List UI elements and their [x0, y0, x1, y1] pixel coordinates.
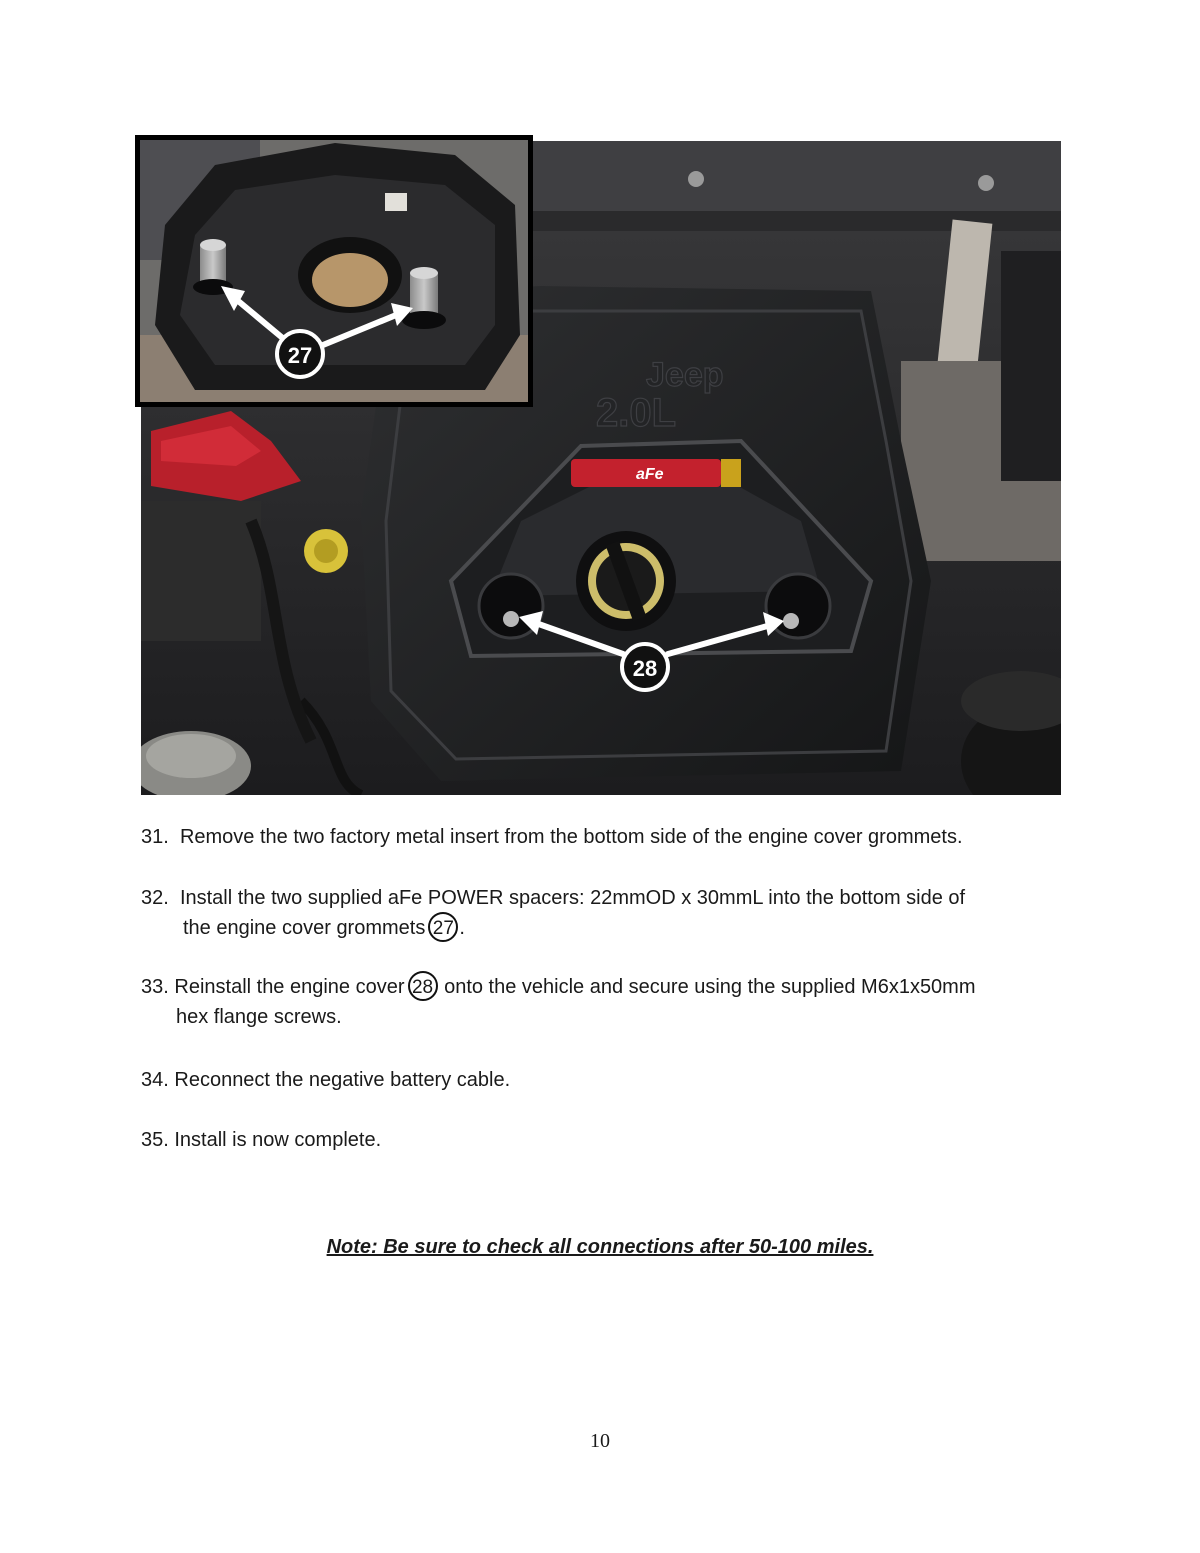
callout-27-ref: 27 [428, 912, 458, 942]
step-31 [141, 822, 1061, 852]
step-text-end: hex flange screws. [176, 1006, 342, 1028]
step-text-continued: the engine cover grommets [183, 917, 426, 939]
step-33 [141, 972, 1061, 1032]
step-number: 31. [141, 826, 169, 848]
step-text: Install the two supplied aFe POWER spacers: 22mmOD x 30mmL into the bottom side of [179, 887, 966, 909]
step-text: Remove the two factory metal insert from the bottom side of the engine cover grommets. [179, 826, 963, 848]
step-text-end: . [459, 917, 465, 939]
step-number: 32. [141, 887, 169, 909]
step-text: Install is now complete. [174, 1129, 382, 1151]
step-number: 34. [141, 1069, 169, 1091]
callout-28-ref: 28 [408, 971, 438, 1001]
maintenance-note: Note: Be sure to check all connections after 50-100 miles. [326, 1236, 874, 1258]
step-32 [141, 883, 1061, 943]
step-text: Reconnect the negative battery cable. [174, 1069, 511, 1091]
step-number: 35. [141, 1129, 169, 1151]
step-text: Reinstall the engine cover [174, 976, 405, 998]
grommet-inset-photo [135, 135, 533, 407]
step-text-continued: onto the vehicle and secure using the supplied M6x1x50mm [444, 976, 976, 998]
cover-engine-emboss: 2.0L [596, 391, 677, 435]
step-35 [141, 1125, 1061, 1155]
callout-27-label: 27 [287, 343, 313, 368]
step-34 [141, 1065, 1061, 1095]
page-number: 10 [590, 1430, 610, 1452]
afe-badge-text: aFe [636, 466, 664, 483]
cover-brand-emboss: Jeep [646, 356, 724, 394]
step-number: 33. [141, 976, 169, 998]
callout-28-label: 28 [632, 656, 658, 681]
inset-illustration [135, 135, 533, 407]
